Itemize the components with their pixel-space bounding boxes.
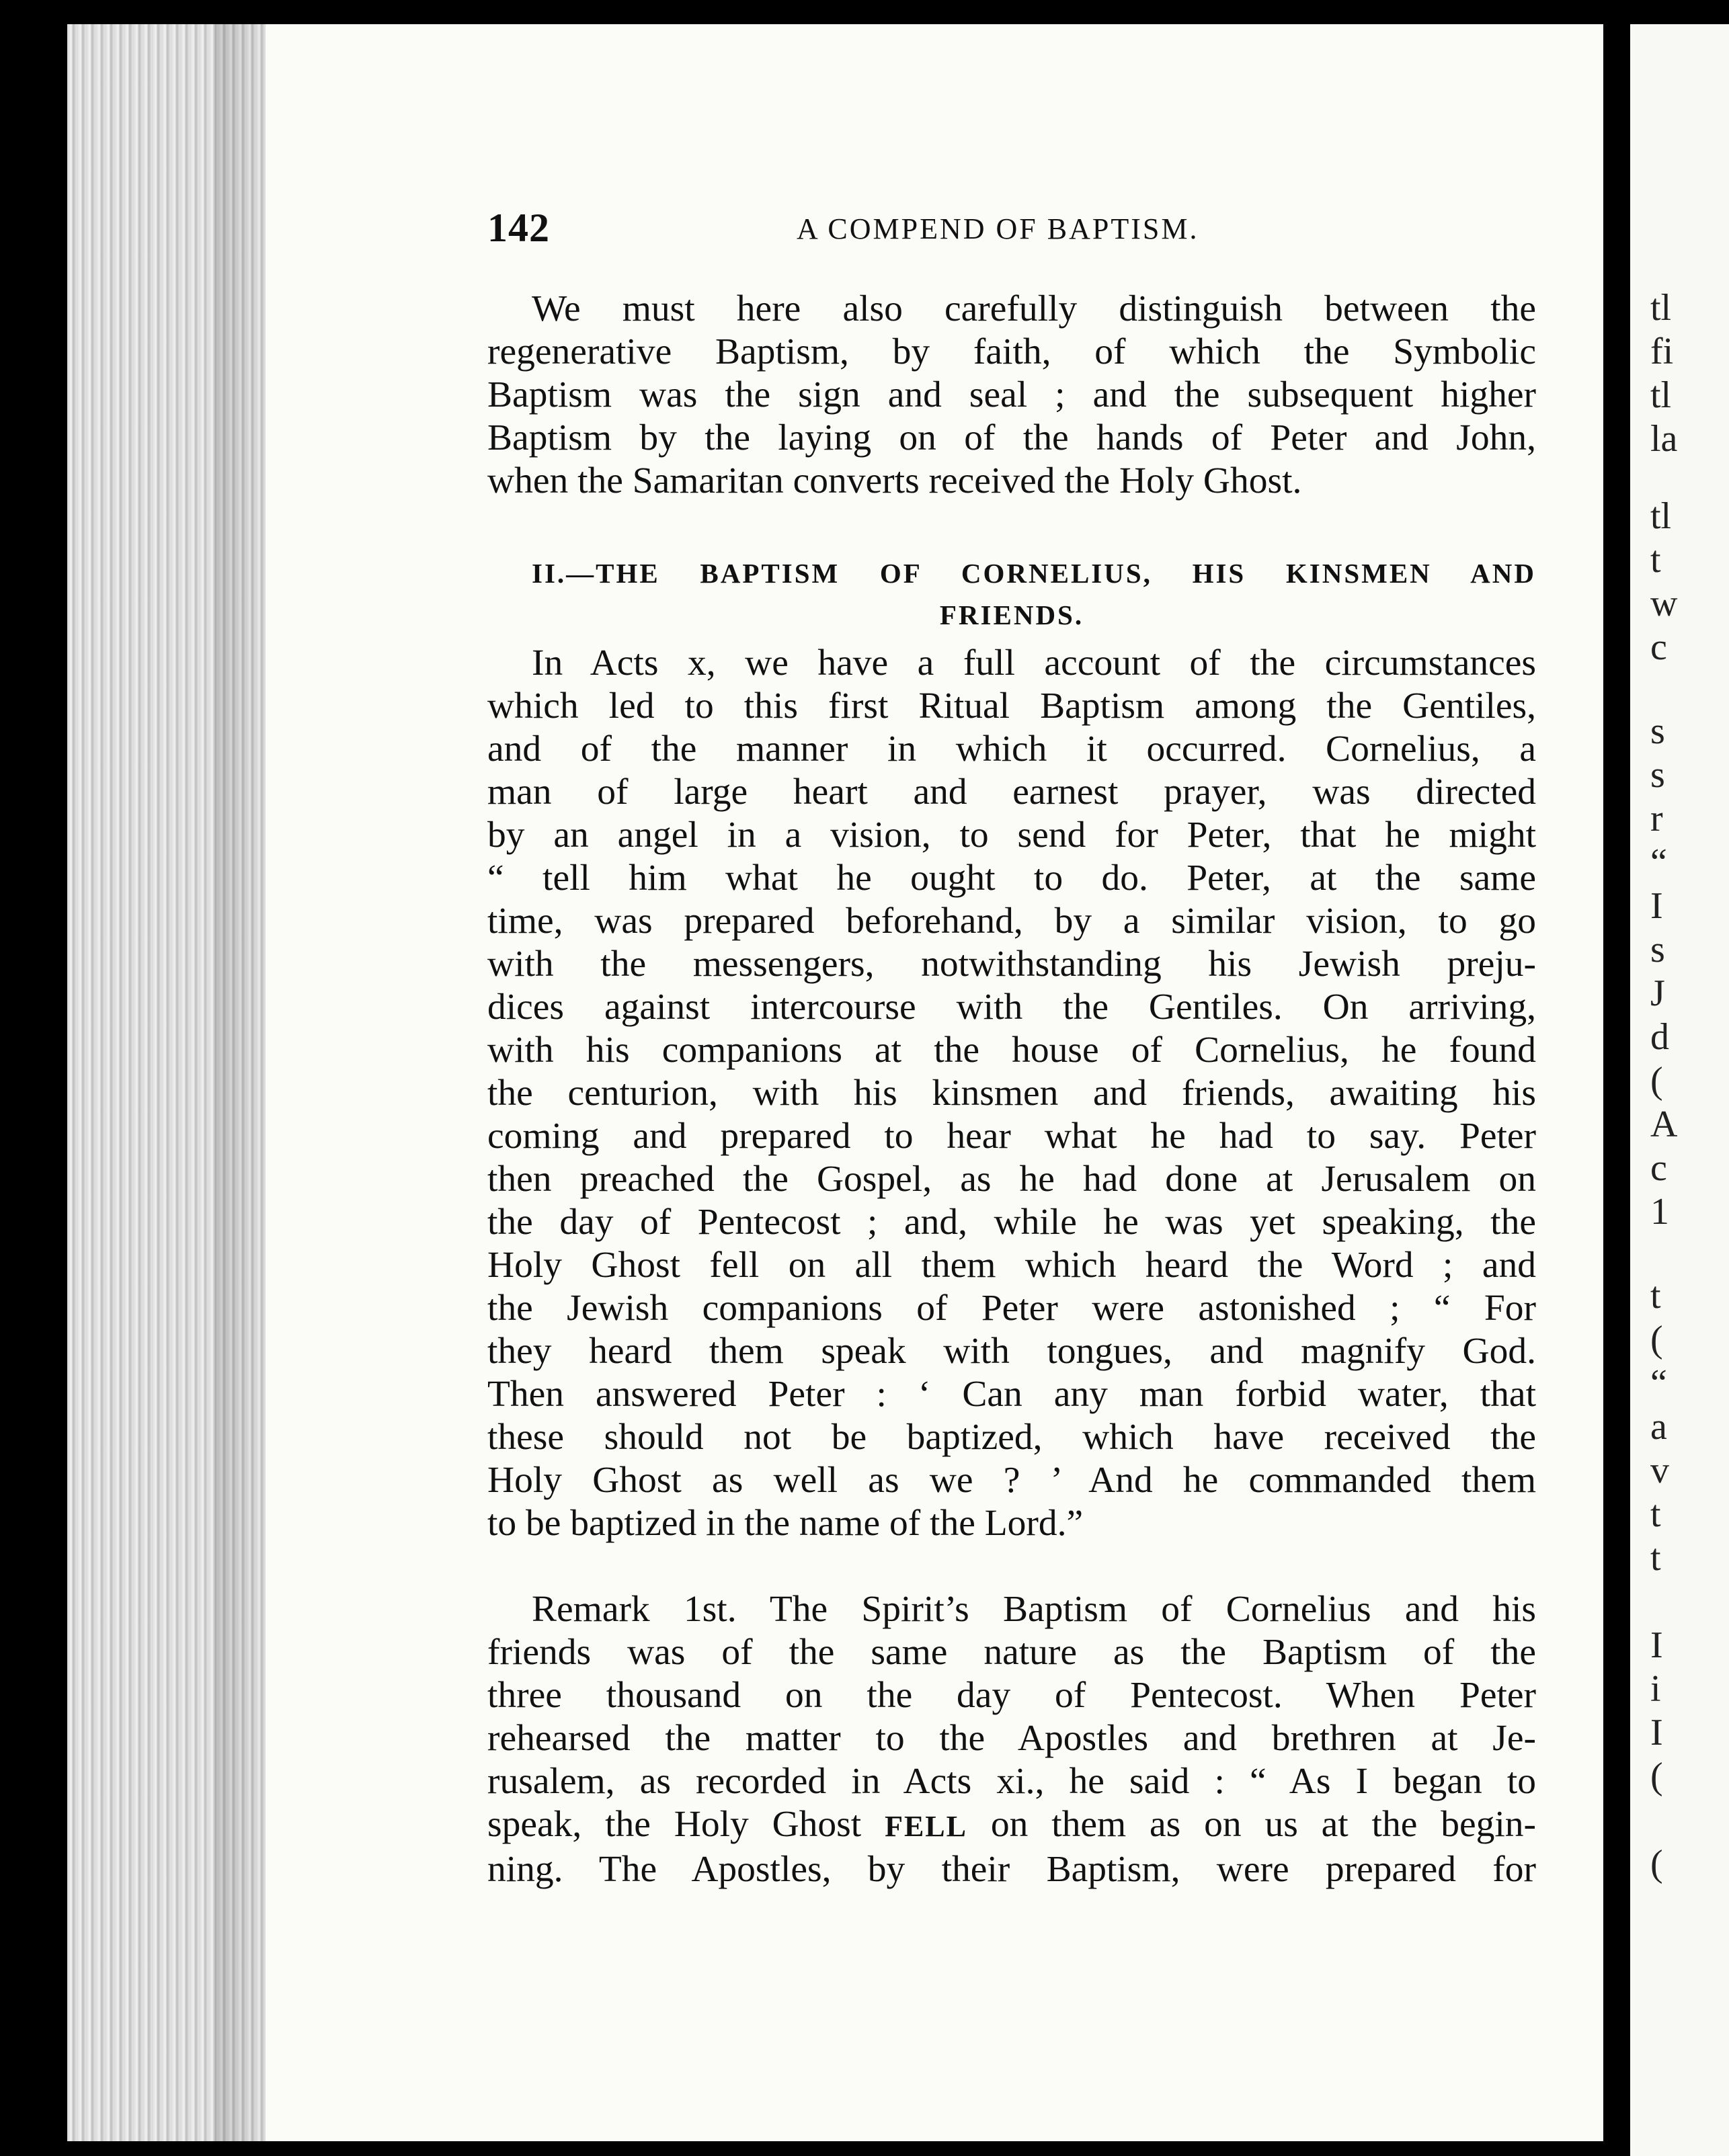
text-line: the day of Pentecost ; and, while he was yet speaking, the — [487, 1202, 1536, 1243]
text-line: Holy Ghost as well as we ? ’ And he commanded them — [487, 1460, 1536, 1501]
text-line: ning. The Apostles, by their Baptism, were prepared for — [487, 1849, 1536, 1890]
gutter-shadow — [215, 24, 269, 2141]
facing-page-fragment: s — [1650, 929, 1665, 970]
text-line: coming and prepared to hear what he had to say. Peter — [487, 1116, 1536, 1157]
text-line: Baptism was the sign and seal ; and the subsequent higher — [487, 374, 1536, 415]
facing-page-fragment: tl — [1650, 287, 1672, 329]
facing-page-fragment: fi — [1650, 331, 1674, 372]
facing-page-fragment: I — [1650, 1624, 1663, 1666]
facing-page-fragment: t — [1650, 1537, 1661, 1579]
text-line: by an angel in a vision, to send for Peter, that he might — [487, 815, 1536, 856]
paragraph-3 — [487, 1588, 1536, 1891]
page-number: 142 — [487, 206, 550, 250]
emphasis-fell: FELL — [885, 1810, 967, 1843]
facing-page-fragment: ( — [1650, 1060, 1663, 1102]
facing-page-fragment: c — [1650, 626, 1667, 668]
facing-page-fragment: t — [1650, 1275, 1661, 1317]
facing-page-fragment: c — [1650, 1147, 1667, 1189]
facing-page-fragment: r — [1650, 798, 1663, 839]
text-fragment: on them as on us at the begin- — [967, 1804, 1536, 1845]
text-line: these should not be baptized, which have received the — [487, 1417, 1536, 1458]
facing-page-fragment: J — [1650, 972, 1665, 1014]
text-line: they heard them speak with tongues, and magnify God. — [487, 1331, 1536, 1372]
text-line: with his companions at the house of Cornelius, he found — [487, 1030, 1536, 1071]
facing-page-fragment: A — [1650, 1104, 1678, 1145]
text-line: regenerative Baptism, by faith, of which the Symbolic — [487, 331, 1536, 372]
facing-page-fragment: ( — [1650, 1755, 1663, 1797]
text-line: Then answered Peter : ‘ Can any man forbid water, that — [487, 1374, 1536, 1415]
facing-page-fragment: tl — [1650, 495, 1672, 537]
text-line: dices against intercourse with the Gentiles. On arriving, — [487, 987, 1536, 1028]
paragraph-2 — [487, 642, 1536, 1545]
text-line: the centurion, with his kinsmen and friends, awaiting his — [487, 1073, 1536, 1114]
page-header — [487, 205, 1536, 252]
text-line: rehearsed the matter to the Apostles and brethren at Je- — [487, 1718, 1536, 1759]
text-line: man of large heart and earnest prayer, was directed — [487, 772, 1536, 813]
text-line: and of the manner in which it occurred. Cornelius, a — [487, 729, 1536, 770]
text-line: the Jewish companions of Peter were astonished ; “ For — [487, 1288, 1536, 1329]
facing-page-fragment: “ — [1650, 1362, 1667, 1404]
text-line: to be baptized in the name of the Lord.” — [487, 1503, 1084, 1544]
facing-page-fragment: t — [1650, 539, 1661, 581]
facing-page-fragment: d — [1650, 1016, 1669, 1058]
facing-page-fragment: t — [1650, 1493, 1661, 1535]
text-line: In Acts x, we have a full account of the circumstances — [532, 642, 1536, 683]
text-fragment: speak, the Holy Ghost — [487, 1804, 885, 1845]
paragraph-1 — [487, 288, 1536, 503]
section-heading — [487, 552, 1536, 636]
text-line: then preached the Gospel, as he had done at Jerusalem on — [487, 1159, 1536, 1200]
facing-page-fragment: 1 — [1650, 1191, 1669, 1233]
facing-page-fragment: v — [1650, 1450, 1669, 1491]
section-heading-line-2: FRIENDS. — [939, 599, 1084, 630]
facing-page-fragment: i — [1650, 1668, 1661, 1710]
facing-page-fragment: I — [1650, 885, 1663, 927]
facing-page-fragment: tl — [1650, 374, 1672, 416]
facing-page-fragment: la — [1650, 418, 1678, 460]
facing-page-fragment: a — [1650, 1406, 1667, 1448]
text-line — [487, 1803, 1536, 1848]
text-line: when the Samaritan converts received the Holy Ghost. — [487, 460, 1302, 501]
text-line: Holy Ghost fell on all them which heard the Word ; and — [487, 1245, 1536, 1286]
facing-page-fragment: s — [1650, 754, 1665, 796]
text-line: Baptism by the laying on of the hands of Peter and John, — [487, 417, 1536, 458]
facing-page-fragment: s — [1650, 710, 1665, 752]
text-line: which led to this first Ritual Baptism among the Gentiles, — [487, 686, 1536, 727]
text-line: “ tell him what he ought to do. Peter, at the same — [487, 858, 1536, 899]
section-heading-line-1: II.—THE BAPTISM OF CORNELIUS, HIS KINSMEN AND — [532, 558, 1536, 589]
running-head: A COMPEND OF BAPTISM. — [797, 212, 1199, 245]
facing-page-strip — [1630, 24, 1729, 2156]
facing-page-fragment: “ — [1650, 841, 1667, 883]
text-line: Remark 1st. The Spirit’s Baptism of Cornelius and his — [532, 1589, 1536, 1630]
facing-page-fragment: ( — [1650, 1319, 1663, 1360]
text-line: three thousand on the day of Pentecost. When Peter — [487, 1675, 1536, 1716]
text-line: with the messengers, notwithstanding his Jewish preju- — [487, 944, 1536, 985]
facing-page-fragment: w — [1650, 583, 1678, 624]
text-line: friends was of the same nature as the Baptism of the — [487, 1632, 1536, 1673]
facing-page-fragment: I — [1650, 1712, 1663, 1753]
text-line: We must here also carefully distinguish between the — [532, 288, 1536, 329]
text-line: time, was prepared beforehand, by a similar vision, to go — [487, 901, 1536, 942]
text-line: rusalem, as recorded in Acts xi., he said : “ As I began to — [487, 1761, 1536, 1802]
facing-page-fragment: ( — [1650, 1843, 1663, 1884]
